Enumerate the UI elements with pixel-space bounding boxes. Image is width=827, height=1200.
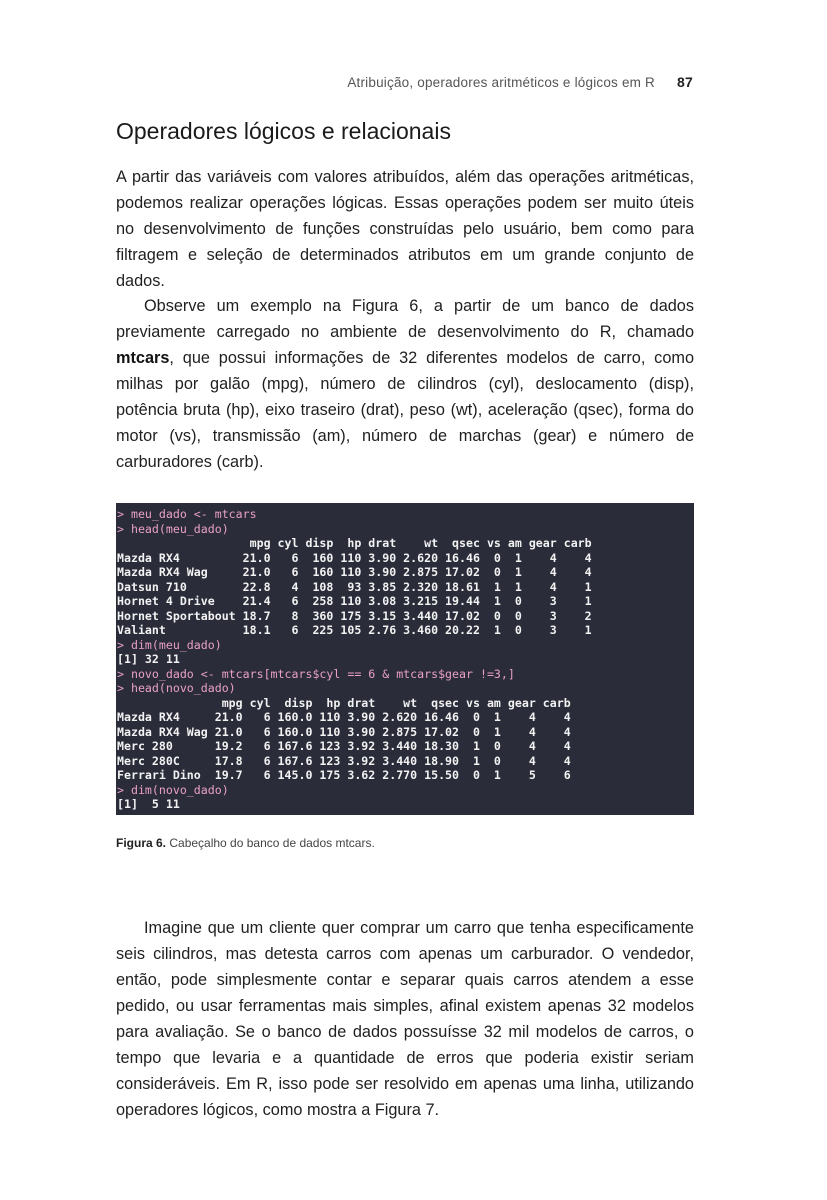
figure-caption: [116, 836, 375, 850]
caption-label: Figura 6.: [116, 836, 167, 850]
table-row: Merc 280C 17.8 6 167.6 123 3.92 3.440 18.90 1 0 4 4: [117, 753, 571, 768]
table-row: Valiant 18.1 6 225 105 2.76 3.460 20.22 1 0 3 1: [117, 623, 592, 637]
table-row: Mazda RX4 21.0 6 160 110 3.90 2.620 16.46 0 1 4 4: [117, 550, 592, 565]
running-head: [347, 74, 693, 90]
console-command: > meu_dado <- mtcars: [117, 507, 257, 521]
table-row: Merc 280 19.2 6 167.6 123 3.92 3.440 18.30 1 0 4 4: [117, 739, 571, 753]
table-row: mpg cyl disp hp drat wt qsec vs am gear carb: [117, 695, 571, 710]
console-command: > dim(novo_dado): [117, 782, 229, 797]
console-result: [1] 5 11: [117, 797, 180, 811]
paragraph-intro: A partir das variáveis com valores atribuídos, além das operações aritméticas, podemos realizar operações lógicas. Essas operações podem ser muito úteis no desenvolvimento de funções construídas pelo usuário, bem como para filtragem e seleção de determinados atributos em um grande conjunto de dados.: [116, 168, 694, 290]
console-result: [1] 32 11: [117, 652, 180, 666]
table-row: Ferrari Dino 19.7 6 145.0 175 3.62 2.770 15.50 0 1 5 6: [117, 768, 571, 782]
paragraph-mtcars-before: Observe um exemplo na Figura 6, a partir de um banco de dados previamente carregado no ambiente de desenvolvimento do R, chamado: [116, 297, 694, 341]
console-output: [117, 507, 694, 812]
console-command: > head(novo_dado): [117, 681, 236, 695]
paragraph-mtcars-after: , que possui informações de 32 diferentes modelos de carro, como milhas por galão (mpg), número de cilindros (cyl), deslocamento (disp), potência bruta (hp), eixo traseiro (drat), peso (wt), aceleração (qsec), forma do motor (vs), transmissão (am), número de marchas (gear) e número de carburadores (carb).: [116, 349, 694, 471]
caption-text: Cabeçalho do banco de dados mtcars.: [166, 836, 375, 850]
table-row: Mazda RX4 Wag 21.0 6 160 110 3.90 2.875 17.02 0 1 4 4: [117, 565, 592, 579]
table-row: Mazda RX4 Wag 21.0 6 160.0 110 3.90 2.875 17.02 0 1 4 4: [117, 724, 571, 739]
table-row: Hornet 4 Drive 21.4 6 258 110 3.08 3.215 19.44 1 0 3 1: [117, 594, 592, 608]
page-number: 87: [677, 74, 693, 90]
section-title: Operadores lógicos e relacionais: [116, 118, 451, 144]
running-title: Atribuição, operadores aritméticos e lógicos em R: [347, 75, 656, 90]
console-command: > head(meu_dado): [117, 521, 229, 536]
table-row: mpg cyl disp hp drat wt qsec vs am gear carb: [117, 536, 592, 550]
dataset-name: mtcars: [116, 349, 170, 367]
r-console-figure: [116, 503, 694, 815]
console-command: > novo_dado <- mtcars[mtcars$cyl == 6 & mtcars$gear !=3,]: [117, 666, 515, 681]
table-row: Mazda RX4 21.0 6 160.0 110 3.90 2.620 16.46 0 1 4 4: [117, 710, 571, 724]
table-row: Hornet Sportabout 18.7 8 360 175 3.15 3.440 17.02 0 0 3 2: [117, 608, 592, 623]
paragraph-mtcars: [116, 293, 694, 475]
table-row: Datsun 710 22.8 4 108 93 3.85 2.320 18.61 1 1 4 1: [117, 579, 592, 594]
console-command: > dim(meu_dado): [117, 637, 222, 652]
paragraph-example: Imagine que um cliente quer comprar um carro que tenha especificamente seis cilindros, mas detesta carros com apenas um carburador. O vendedor, então, pode simplesmente contar e separar quais carros atendem a esse pedido, ou usar ferramentas mais simples, afinal existem apenas 32 modelos para avaliação. Se o banco de dados possuísse 32 mil modelos de carros, o tempo que levaria e a quantidade de erros que poderia existir seriam consideráveis. Em R, isso pode ser resolvido em apenas uma linha, utilizando operadores lógicos, como mostra a Figura 7.: [116, 919, 694, 1119]
